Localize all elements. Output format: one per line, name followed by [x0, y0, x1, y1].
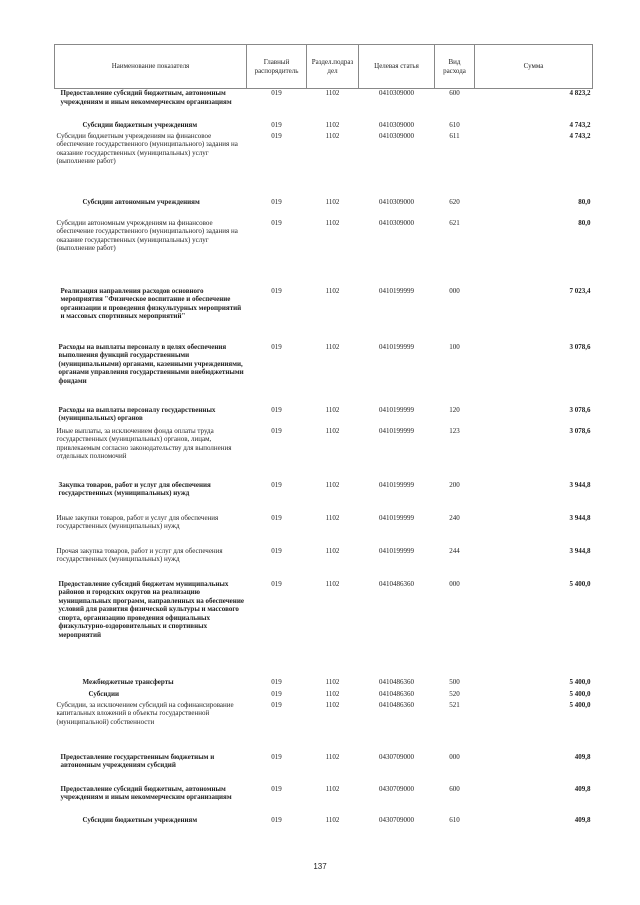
row-target: 0410486360: [379, 677, 414, 686]
row-section: 1102: [325, 426, 340, 435]
row-section: 1102: [325, 342, 340, 351]
row-type: 620: [449, 197, 460, 206]
table-row: [55, 580, 593, 678]
row-manager: 019: [271, 131, 282, 140]
row-target: 0410199999: [379, 426, 414, 435]
row-manager: 019: [271, 700, 282, 709]
row-sum: 4 743,2: [569, 120, 591, 129]
row-sum: 4 743,2: [569, 131, 591, 140]
row-section: 1102: [325, 286, 340, 295]
row-sum: 4 823,2: [569, 89, 591, 97]
row-name: Расходы на выплаты персоналу в целях обеспечения выполнения функций государственными (муниципальными) органами, казенными учреждениями, органами управления государственными внебюджетными фондами: [58, 342, 244, 385]
row-type: 244: [449, 546, 460, 555]
row-type: 621: [449, 218, 460, 227]
table-row: [55, 678, 593, 690]
row-target: 0410309000: [379, 120, 414, 129]
table-row: [55, 785, 593, 816]
row-section: 1102: [325, 197, 340, 206]
row-section: 1102: [325, 700, 340, 709]
header-section: Раздел.подраз дел: [307, 45, 359, 89]
row-section: 1102: [325, 546, 340, 555]
row-type: 000: [449, 579, 460, 588]
row-type: 600: [449, 784, 460, 793]
header-manager: Главный распорядитель: [247, 45, 307, 89]
row-target: 0410199999: [379, 513, 414, 522]
row-sum: 80,0: [578, 197, 591, 206]
row-section: 1102: [325, 689, 340, 698]
row-type: 100: [449, 342, 460, 351]
header-expense-type: Вид расхода: [435, 45, 475, 89]
row-manager: 019: [271, 784, 282, 793]
row-target: 0410309000: [379, 89, 414, 97]
row-name: Прочая закупка товаров, работ и услуг для обеспечения государственных (муниципальных) нужд: [56, 546, 223, 564]
row-type: 123: [449, 426, 460, 435]
row-name: Предоставление государственным бюджетным и автономным учреждениям субсидий: [60, 752, 215, 770]
table-row: [55, 121, 593, 132]
row-type: 610: [449, 815, 460, 824]
row-type: 500: [449, 677, 460, 686]
row-target: 0410199999: [379, 546, 414, 555]
table-row: [55, 287, 593, 343]
row-name: Субсидии, за исключением субсидий на софинансирование капитальных вложений в объекты государственной (муниципальной) собственности: [56, 700, 234, 726]
table-row: [55, 701, 593, 753]
row-target: 0410199999: [379, 405, 414, 414]
row-name: Субсидии: [88, 689, 120, 698]
row-name: Закупка товаров, работ и услуг для обеспечения государственных (муниципальных) нужд: [58, 480, 211, 498]
table-row: [55, 427, 593, 481]
row-name: Межбюджетные трансферты: [82, 677, 174, 686]
row-sum: 80,0: [578, 218, 591, 227]
row-section: 1102: [325, 579, 340, 588]
table-row: [55, 514, 593, 547]
row-sum: 5 400,0: [569, 700, 591, 709]
row-name: Иные закупки товаров, работ и услуг для обеспечения государственных (муниципальных) нужд: [56, 513, 219, 531]
row-name: Субсидии бюджетным учреждениям: [82, 120, 198, 129]
row-name: Предоставление субсидий бюджетным, автономным учреждениям и иным некоммерческим организациям: [60, 89, 232, 106]
row-sum: 409,8: [574, 752, 591, 761]
row-sum: 5 400,0: [569, 579, 591, 588]
row-manager: 019: [271, 342, 282, 351]
row-section: 1102: [325, 120, 340, 129]
row-target: 0410199999: [379, 286, 414, 295]
row-manager: 019: [271, 197, 282, 206]
row-section: 1102: [325, 677, 340, 686]
row-name: Предоставление субсидий бюджетам муниципальных районов и городских округов на реализацию муниципальных программ, направленных на обеспечение условий для развития физической культуры и массового спорта, организацию проведения официальных физкультурно-оздоровительных и спортивных мероприятий: [58, 579, 244, 640]
row-sum: 5 400,0: [569, 689, 591, 698]
row-type: 521: [449, 700, 460, 709]
row-name: Субсидии автономным учреждениям: [82, 197, 200, 206]
header-sum: Сумма: [475, 45, 593, 89]
row-sum: 409,8: [574, 784, 591, 793]
row-name: Субсидии бюджетным учреждениям: [82, 815, 198, 824]
row-section: 1102: [325, 784, 340, 793]
row-sum: 409,8: [574, 815, 591, 824]
row-type: 000: [449, 752, 460, 761]
row-target: 0430709000: [379, 752, 414, 761]
row-name: Иные выплаты, за исключением фонда оплаты труда государственных (муниципальных) органов, лицам, привлекаемым согласно законодательству для выполнения отдельных полномочий: [56, 426, 232, 461]
row-section: 1102: [325, 89, 340, 97]
table-row: [55, 343, 593, 406]
row-type: 520: [449, 689, 460, 698]
row-name: Субсидии автономным учреждениям на финансовое обеспечение государственного (муниципального) задания на оказание государственных (муниципальных) услуг (выполнение работ): [56, 218, 238, 253]
row-manager: 019: [271, 689, 282, 698]
table-row: [55, 753, 593, 785]
row-manager: 019: [271, 218, 282, 227]
row-target: 0410309000: [379, 197, 414, 206]
row-type: 200: [449, 480, 460, 489]
row-section: 1102: [325, 480, 340, 489]
row-name: Расходы на выплаты персоналу государственных (муниципальных) органов: [58, 405, 216, 423]
table-row: [55, 406, 593, 427]
row-manager: 019: [271, 815, 282, 824]
row-type: 120: [449, 405, 460, 414]
row-sum: 5 400,0: [569, 677, 591, 686]
row-type: 611: [449, 131, 460, 140]
table-row: [55, 219, 593, 287]
row-name: Реализация направления расходов основного мероприятия "Физическое воспитание и обеспечение организации и проведения физкультурных мероприятий и массовых спортивных мероприятий": [60, 286, 242, 321]
row-manager: 019: [271, 286, 282, 295]
row-section: 1102: [325, 815, 340, 824]
table-row: [55, 816, 593, 827]
header-target: Целевая статья: [359, 45, 435, 89]
row-sum: 3 944,8: [569, 480, 591, 489]
row-sum: 3 078,6: [569, 426, 591, 435]
row-section: 1102: [325, 131, 340, 140]
row-sum: 3 078,6: [569, 342, 591, 351]
row-sum: 7 023,4: [569, 286, 591, 295]
row-target: 0410309000: [379, 131, 414, 140]
row-target: 0410486360: [379, 689, 414, 698]
table-row: [55, 547, 593, 580]
row-type: 610: [449, 120, 460, 129]
row-manager: 019: [271, 120, 282, 129]
row-sum: 3 078,6: [569, 405, 591, 414]
row-target: 0430709000: [379, 784, 414, 793]
row-target: 0430709000: [379, 815, 414, 824]
row-target: 0410199999: [379, 480, 414, 489]
row-sum: 3 944,8: [569, 513, 591, 522]
table-row: [55, 198, 593, 219]
row-manager: 019: [271, 480, 282, 489]
row-section: 1102: [325, 752, 340, 761]
row-name: Субсидии бюджетным учреждениям на финансовое обеспечение государственного (муниципального) задания на оказание государственных (муниципальных) услуг (выполнение работ): [56, 131, 238, 166]
row-target: 0410199999: [379, 342, 414, 351]
budget-table: [54, 44, 593, 827]
row-section: 1102: [325, 513, 340, 522]
row-manager: 019: [271, 405, 282, 414]
row-manager: 019: [271, 426, 282, 435]
row-manager: 019: [271, 546, 282, 555]
row-target: 0410486360: [379, 579, 414, 588]
row-manager: 019: [271, 677, 282, 686]
page-number: 137: [313, 862, 327, 871]
row-sum: 3 944,8: [569, 546, 591, 555]
table-row: [55, 89, 593, 121]
row-name: Предоставление субсидий бюджетным, автономным учреждениям и иным некоммерческим организациям: [60, 784, 232, 802]
header-name: Наименование показателя: [55, 45, 247, 89]
row-manager: 019: [271, 752, 282, 761]
row-target: 0410309000: [379, 218, 414, 227]
table-header: [55, 45, 593, 89]
row-target: 0410486360: [379, 700, 414, 709]
row-section: 1102: [325, 218, 340, 227]
row-section: 1102: [325, 405, 340, 414]
table-row: [55, 690, 593, 701]
row-type: 000: [449, 286, 460, 295]
row-type: 240: [449, 513, 460, 522]
row-manager: 019: [271, 89, 282, 97]
table-row: [55, 481, 593, 514]
row-type: 600: [449, 89, 460, 97]
row-manager: 019: [271, 579, 282, 588]
row-manager: 019: [271, 513, 282, 522]
table-row: [55, 132, 593, 198]
